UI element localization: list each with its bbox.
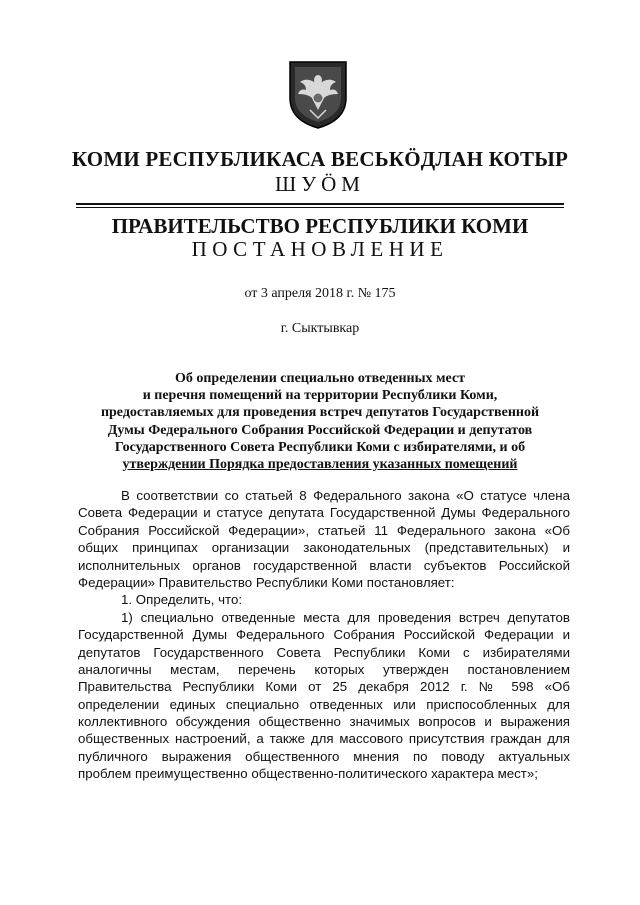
body-line: Собрания Российской Федерации», статьей 11 Федерального закона «Об bbox=[78, 522, 570, 538]
title-line: предоставляемых для проведения встреч депутатов Государственной bbox=[100, 405, 540, 421]
title-line: утверждении Порядка предоставления указанных помещений bbox=[122, 457, 518, 473]
body-line: аналогичны местам, перечень которых утвержден постановлением bbox=[78, 661, 570, 677]
title-line: Государственного Совета Республики Коми с избирателями, и об bbox=[114, 439, 526, 455]
komi-government-name: КОМИ РЕСПУБЛИКАСА ВЕСЬКӦДЛАН КОТЫР bbox=[71, 147, 569, 171]
coat-of-arms-emblem bbox=[286, 58, 350, 130]
title-line: и перечня помещений на территории Республики Коми, bbox=[142, 388, 498, 404]
document-city: г. Сыктывкар bbox=[280, 321, 360, 336]
body-line: Совета Федерации и статусе депутата Государственной Думы Федерального bbox=[78, 505, 570, 521]
body-line: коллективного обсуждения общественно значимых вопросов и выражения bbox=[78, 714, 570, 730]
header-divider-thin bbox=[76, 207, 564, 208]
komi-document-type: ШУÖМ bbox=[275, 172, 365, 196]
body-line: Государственной Думы Федерального Собрания Российской Федерации и bbox=[78, 627, 570, 643]
government-name: ПРАВИТЕЛЬСТВО РЕСПУБЛИКИ КОМИ bbox=[111, 214, 529, 238]
title-line: Думы Федерального Собрания Российской Федерации и депутатов bbox=[107, 422, 533, 438]
document-title bbox=[60, 370, 580, 473]
header-divider-thick bbox=[76, 203, 564, 205]
body-line: определении единых специально отведенных или приспособленных для bbox=[78, 696, 570, 712]
document-date-number: от 3 апреля 2018 г. № 175 bbox=[244, 286, 396, 301]
body-line: 1) специально отведенные места для проведения встреч депутатов bbox=[121, 609, 570, 625]
body-line: общих принципах организации законодательных (представительных) и bbox=[78, 540, 570, 556]
body-line: депутатов Государственного Совета Республики Коми с избирателями bbox=[78, 644, 570, 660]
body-line: В соответствии со статьей 8 Федерального закона «О статусе члена bbox=[121, 488, 570, 503]
body-line: публичного выражения общественного мнения по поводу актуальных bbox=[78, 748, 570, 764]
body-line: исполнительных органов государственной власти субъектов Российской bbox=[78, 557, 570, 573]
body-line: проблем преимущественно общественно-политического характера мест»; bbox=[78, 766, 538, 782]
body-line: общественных настроений, а также для массового присутствия граждан для bbox=[78, 731, 570, 747]
title-line: Об определении специально отведенных мест bbox=[174, 371, 466, 386]
body-line: Федерации» Правительство Республики Коми постановляет: bbox=[78, 574, 455, 590]
body-line: 1. Определить, что: bbox=[121, 592, 243, 608]
body-line: Правительства Республики Коми от 25 декабря 2012 г. № 598 «Об bbox=[78, 679, 570, 695]
document-body bbox=[78, 487, 570, 783]
document-type: ПОСТАНОВЛЕНИЕ bbox=[191, 237, 449, 261]
coat-of-arms-icon bbox=[286, 58, 350, 130]
